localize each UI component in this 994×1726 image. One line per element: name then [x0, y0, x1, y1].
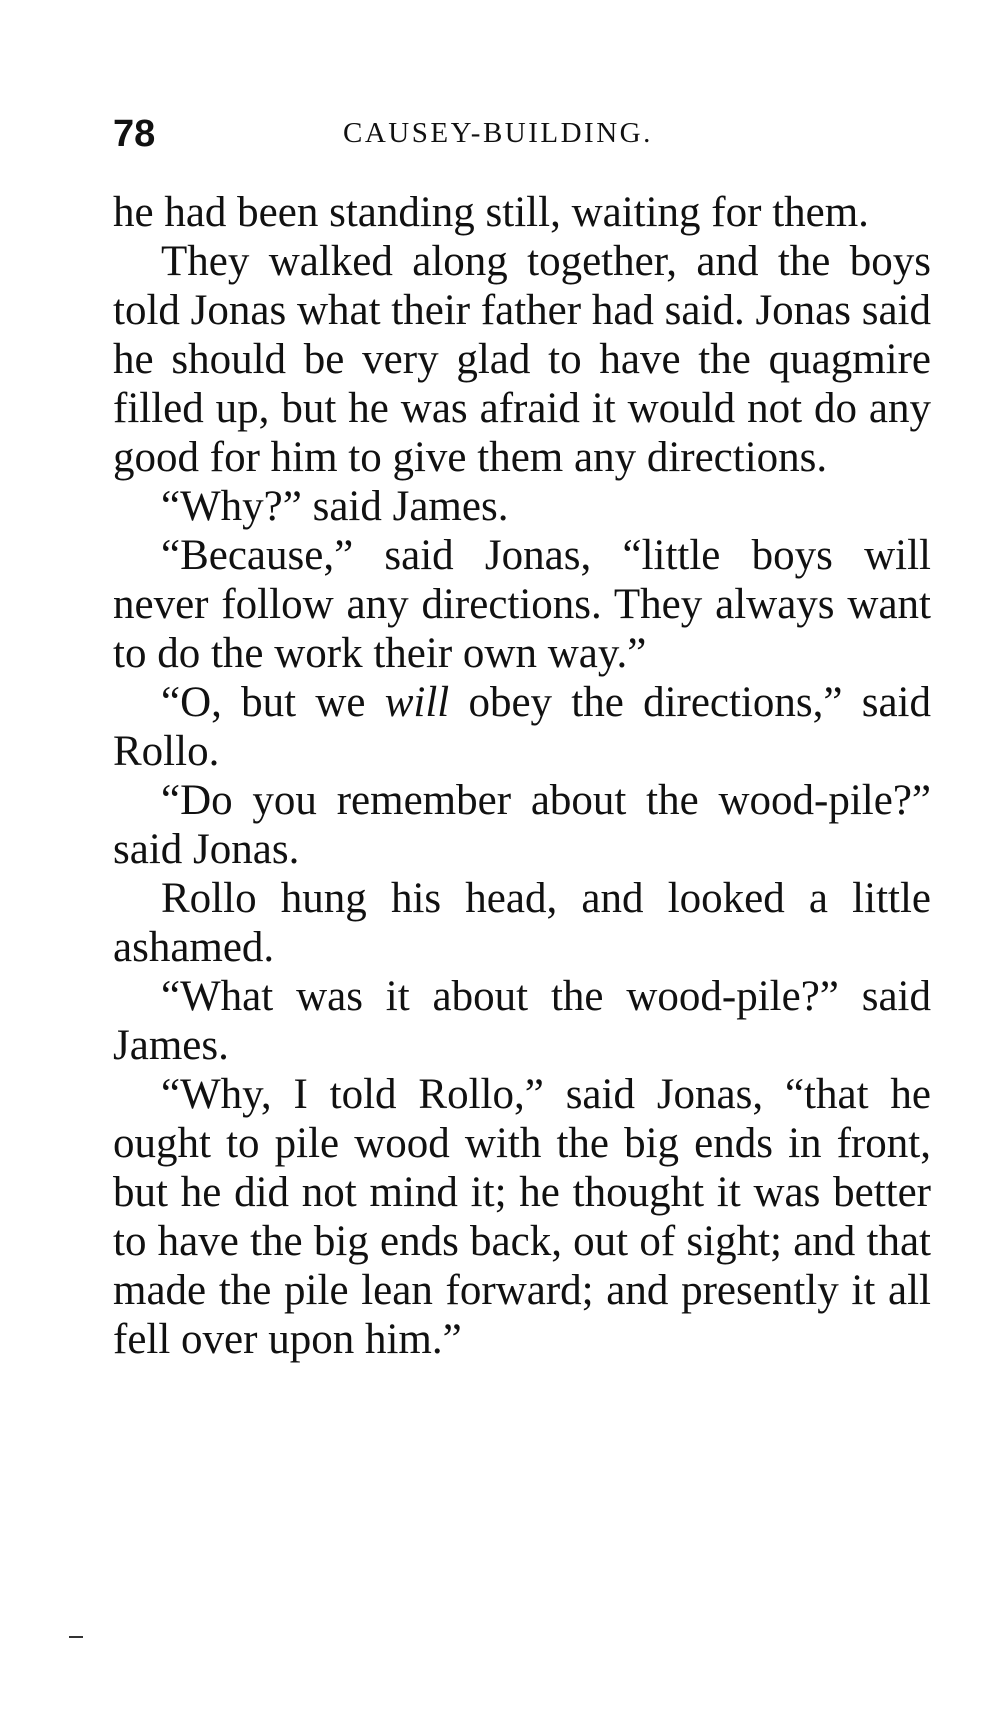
- paragraph-continuation: he had been standing still, waiting for them.: [113, 189, 869, 236]
- paragraph: “Why?” said James.: [161, 483, 509, 530]
- paragraph-text: obey the directions,” said Rollo.: [113, 679, 931, 775]
- paragraph: [113, 678, 931, 776]
- emphasized-word: will: [384, 679, 450, 726]
- body-text: [113, 188, 931, 1364]
- margin-mark: [69, 1636, 83, 1638]
- running-title: CAUSEY-BUILDING.: [343, 117, 653, 149]
- paragraph-text: “O, but we: [161, 679, 385, 726]
- paragraph: “Do you remember about the wood-pile?” said Jonas.: [113, 777, 931, 873]
- book-page: [113, 95, 932, 1363]
- running-head: [113, 95, 931, 155]
- paragraph: They walked along together, and the boys told Jonas what their father had said. Jonas said he should be very glad to have the quagmire filled up, but he was afraid it would not do any good for him to give them any directions.: [113, 238, 932, 481]
- paragraph: “Because,” said Jonas, “little boys will never follow any directions. They always want to do the work their own way.”: [113, 532, 931, 677]
- paragraph: Rollo hung his head, and looked a little ashamed.: [113, 875, 931, 971]
- page-number: 78: [113, 113, 156, 155]
- paragraph: “What was it about the wood-pile?” said James.: [113, 973, 931, 1069]
- paragraph: “Why, I told Rollo,” said Jonas, “that he ought to pile wood with the big ends in front, but he did not mind it; he thought it was better to have the big ends back, out of sight; and that made the pile lean forward; and presently it all fell over upon him.”: [113, 1071, 931, 1363]
